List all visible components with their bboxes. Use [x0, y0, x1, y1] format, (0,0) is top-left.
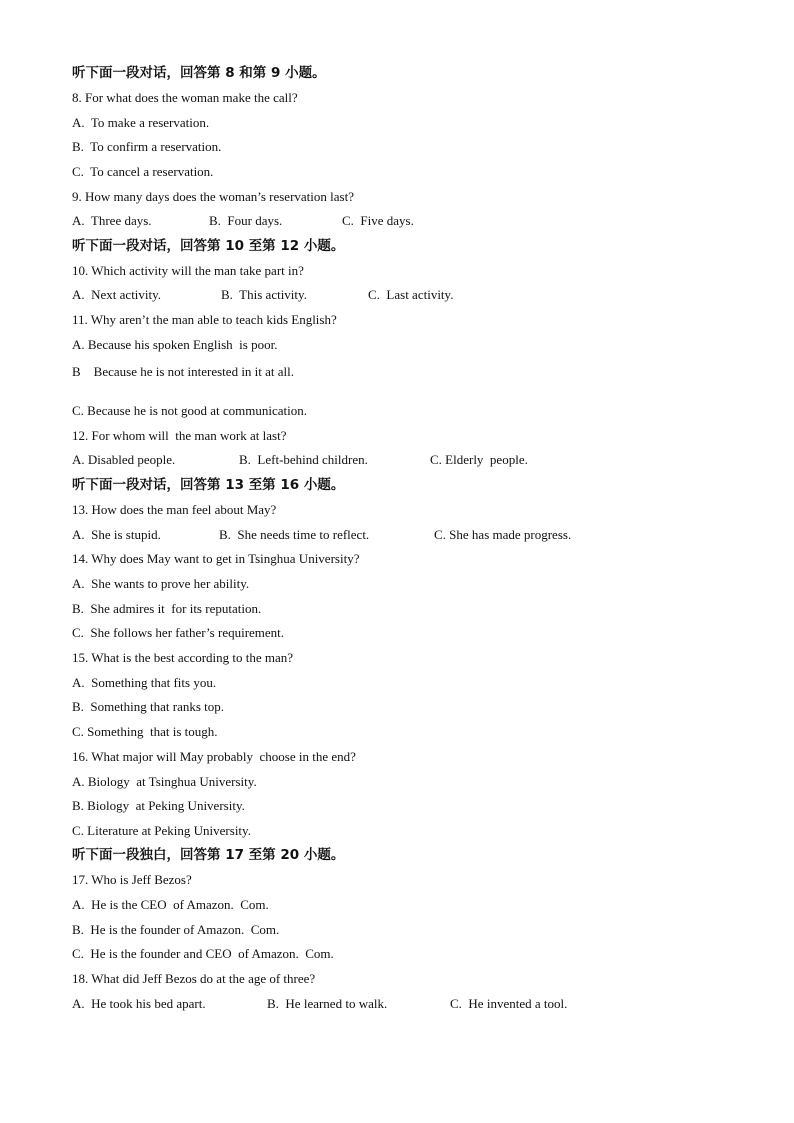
question-8: 8. For what does the woman make the call?	[72, 90, 298, 105]
q13-option-c: C. She has made progress.	[434, 527, 572, 542]
q17-option-c: C. He is the founder and CEO of Amazon. Com.	[72, 946, 334, 961]
question-14: 14. Why does May want to get in Tsinghua University?	[72, 551, 360, 566]
q12-option-b: B. Left-behind children.	[239, 452, 368, 467]
q14-option-c: C. She follows her father’s requirement.	[72, 625, 285, 640]
q8-option-a: A. To make a reservation.	[72, 115, 210, 130]
question-16: 16. What major will May probably choose in the end?	[72, 749, 356, 764]
q13-option-b: B. She needs time to reflect.	[219, 527, 370, 542]
q16-option-c: C. Literature at Peking University.	[72, 823, 251, 838]
q17-option-b: B. He is the founder of Amazon. Com.	[72, 922, 280, 937]
q12-option-c: C. Elderly people.	[430, 452, 528, 467]
q11-option-a: A. Because his spoken English is poor.	[72, 337, 278, 352]
q15-option-c: C. Something that is tough.	[72, 724, 218, 739]
question-18: 18. What did Jeff Bezos do at the age of three?	[72, 971, 316, 986]
question-15: 15. What is the best according to the man?	[72, 650, 294, 665]
q9-option-b: B. Four days.	[209, 213, 283, 228]
question-12: 12. For whom will the man work at last?	[72, 428, 287, 443]
q16-option-a: A. Biology at Tsinghua University.	[72, 774, 257, 789]
q18-option-c: C. He invented a tool.	[450, 996, 568, 1011]
q14-option-a: A. She wants to prove her ability.	[72, 576, 250, 591]
question-9: 9. How many days does the woman’s reservation last?	[72, 189, 354, 204]
q14-option-b: B. She admires it for its reputation.	[72, 601, 262, 616]
question-10: 10. Which activity will the man take part in?	[72, 263, 304, 278]
q13-option-a: A. She is stupid.	[72, 527, 161, 542]
q9-option-c: C. Five days.	[342, 213, 414, 228]
q17-option-a: A. He is the CEO of Amazon. Com.	[72, 897, 269, 912]
q16-option-b: B. Biology at Peking University.	[72, 798, 245, 813]
q8-option-c: C. To cancel a reservation.	[72, 164, 214, 179]
q18-option-b: B. He learned to walk.	[267, 996, 388, 1011]
q9-option-a: A. Three days.	[72, 213, 152, 228]
question-11: 11. Why aren’t the man able to teach kids English?	[72, 312, 337, 327]
q12-option-a: A. Disabled people.	[72, 452, 176, 467]
q8-option-b: B. To confirm a reservation.	[72, 139, 222, 154]
question-17: 17. Who is Jeff Bezos?	[72, 872, 192, 887]
section-heading-1: 听下面一段对话，回答第 8 和第 9 小题。	[72, 65, 326, 81]
q10-option-a: A. Next activity.	[72, 287, 162, 302]
q18-option-a: A. He took his bed apart.	[72, 996, 206, 1011]
q15-option-a: A. Something that fits you.	[72, 675, 217, 690]
q10-option-c: C. Last activity.	[368, 287, 454, 302]
q11-option-b: B Because he is not interested in it at all.	[72, 364, 295, 379]
q15-option-b: B. Something that ranks top.	[72, 699, 225, 714]
q10-option-b: B. This activity.	[221, 287, 307, 302]
q11-option-c: C. Because he is not good at communication.	[72, 403, 308, 418]
question-13: 13. How does the man feel about May?	[72, 502, 277, 517]
section-heading-3: 听下面一段对话，回答第 13 至第 16 小题。	[72, 477, 345, 493]
section-heading-2: 听下面一段对话，回答第 10 至第 12 小题。	[72, 238, 345, 254]
section-heading-4: 听下面一段独白，回答第 17 至第 20 小题。	[72, 847, 345, 863]
